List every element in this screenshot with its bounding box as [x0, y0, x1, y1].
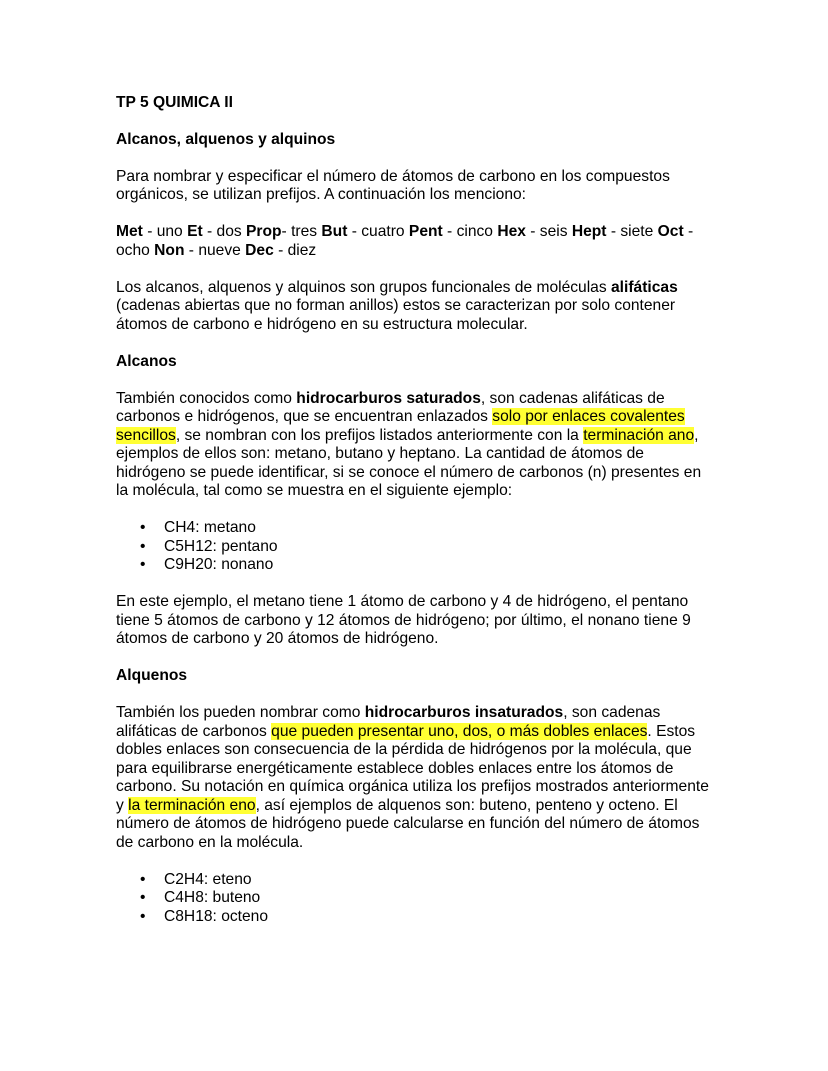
paragraph-prefix-list	[116, 223, 716, 260]
text-run: , ejemplos de ellos son: metano, butano y heptano. La cantidad de átomos de hidrógeno se puede identificar, si se conoce el número de carbonos (n) presentes en la molécula, tal como se muestra en el siguiente ejemplo:	[116, 426, 702, 499]
prefix-but-meaning: - cuatro	[347, 223, 409, 240]
list-item: • C4H8: buteno	[116, 889, 716, 908]
text-run: . Estos dobles enlaces son consecuencia de la pérdida de hidrógenos por la molécula, que para equilibrarse energéticamente establece dobles enlaces entre los átomos de carbono. Su notación en química orgánica utiliza los prefijos mostrados anteriormente y	[116, 722, 709, 814]
bold-hidrocarburos-insaturados: hidrocarburos insaturados	[364, 704, 564, 721]
highlight-terminacion-eno: la terminación eno	[128, 796, 256, 814]
highlight-dobles-enlaces: que pueden presentar uno, dos, o más dobles enlaces	[271, 722, 648, 740]
bold-hidrocarburos-saturados: hidrocarburos saturados	[296, 389, 481, 407]
text-run: , son cadenas alifáticas de carbonos	[116, 704, 661, 740]
highlight-enlaces-sencillos: solo por enlaces covalentes sencillos	[116, 408, 685, 444]
prefix-hept-meaning: - siete	[606, 223, 658, 240]
text-run: También los pueden nombrar como	[116, 704, 365, 721]
prefix-hept: Hept	[571, 223, 607, 240]
document-page	[116, 94, 716, 945]
prefix-et: Et	[187, 223, 203, 240]
highlight-terminacion-ano: terminación ano	[583, 426, 695, 444]
section-heading-alcanos: Alcanos	[116, 352, 177, 370]
text-run: (cadenas abiertas que no forman anillos) estos se caracterizan por solo contener átomos de carbono e hidrógeno en su estructura molecular.	[116, 297, 676, 333]
prefix-oct: Oct	[657, 223, 684, 240]
alcanos-examples-list	[116, 519, 716, 575]
paragraph-alcanos-definicion	[116, 390, 716, 501]
section-heading-alcanos-alquenos-alquinos: Alcanos, alquenos y alquinos	[116, 130, 336, 148]
text-run: , son cadenas alifáticas de carbonos e hidrógenos, que se encuentran enlazados	[116, 389, 665, 425]
prefix-dec-meaning: - diez	[273, 241, 317, 259]
prefix-met: Met	[116, 223, 143, 240]
prefix-non-meaning: - nueve	[184, 241, 246, 259]
alquenos-examples-list	[116, 871, 716, 927]
list-item: • CH4: metano	[116, 519, 716, 538]
paragraph-prefijos-intro: Para nombrar y especificar el número de átomos de carbono en los compuestos orgánicos, se utilizan prefijos. A continuación los menciono:	[116, 167, 670, 203]
list-item: • C2H4: eteno	[116, 871, 716, 890]
prefix-pent-meaning: - cinco	[442, 223, 498, 240]
prefix-hex-meaning: - seis	[525, 223, 572, 240]
prefix-prop-meaning: - tres	[281, 223, 322, 240]
list-item: • C9H20: nonano	[116, 556, 716, 575]
paragraph-grupos-funcionales	[116, 279, 716, 335]
paragraph-alquenos-definicion	[116, 704, 716, 852]
prefix-oct-meaning: - ocho	[116, 223, 694, 259]
list-item: • C5H12: pentano	[116, 538, 716, 557]
prefix-dec: Dec	[245, 241, 274, 259]
paragraph-alcanos-ejemplo: En este ejemplo, el metano tiene 1 átomo de carbono y 4 de hidrógeno, el pentano tiene 5 átomos de carbono y 12 átomos de hidrógeno; por último, el nonano tiene 9 átomos de carbono y 20 átomos de hidrógeno.	[116, 593, 691, 647]
prefix-hex: Hex	[497, 223, 526, 240]
text-run: Los alcanos, alquenos y alquinos son grupos funcionales de moléculas	[116, 278, 611, 296]
prefix-but: But	[321, 223, 348, 240]
prefix-non: Non	[154, 241, 185, 259]
text-run: , se nombran con los prefijos listados anteriormente con la	[175, 426, 584, 444]
prefix-met-meaning: - uno	[142, 223, 188, 240]
prefix-et-meaning: - dos	[202, 223, 247, 240]
prefix-pent: Pent	[408, 223, 443, 240]
list-item: • C8H18: octeno	[116, 908, 716, 927]
section-heading-alquenos: Alquenos	[116, 667, 188, 684]
document-title: TP 5 QUIMICA II	[116, 94, 233, 111]
text-run: También conocidos como	[116, 389, 297, 407]
text-run: , así ejemplos de alquenos son: buteno, penteno y octeno. El número de átomos de hidrógeno puede calcularse en función del número de átomos de carbono en la molécula.	[116, 796, 700, 851]
prefix-prop: Prop	[246, 223, 282, 240]
bold-alifaticas: alifáticas	[611, 278, 678, 296]
